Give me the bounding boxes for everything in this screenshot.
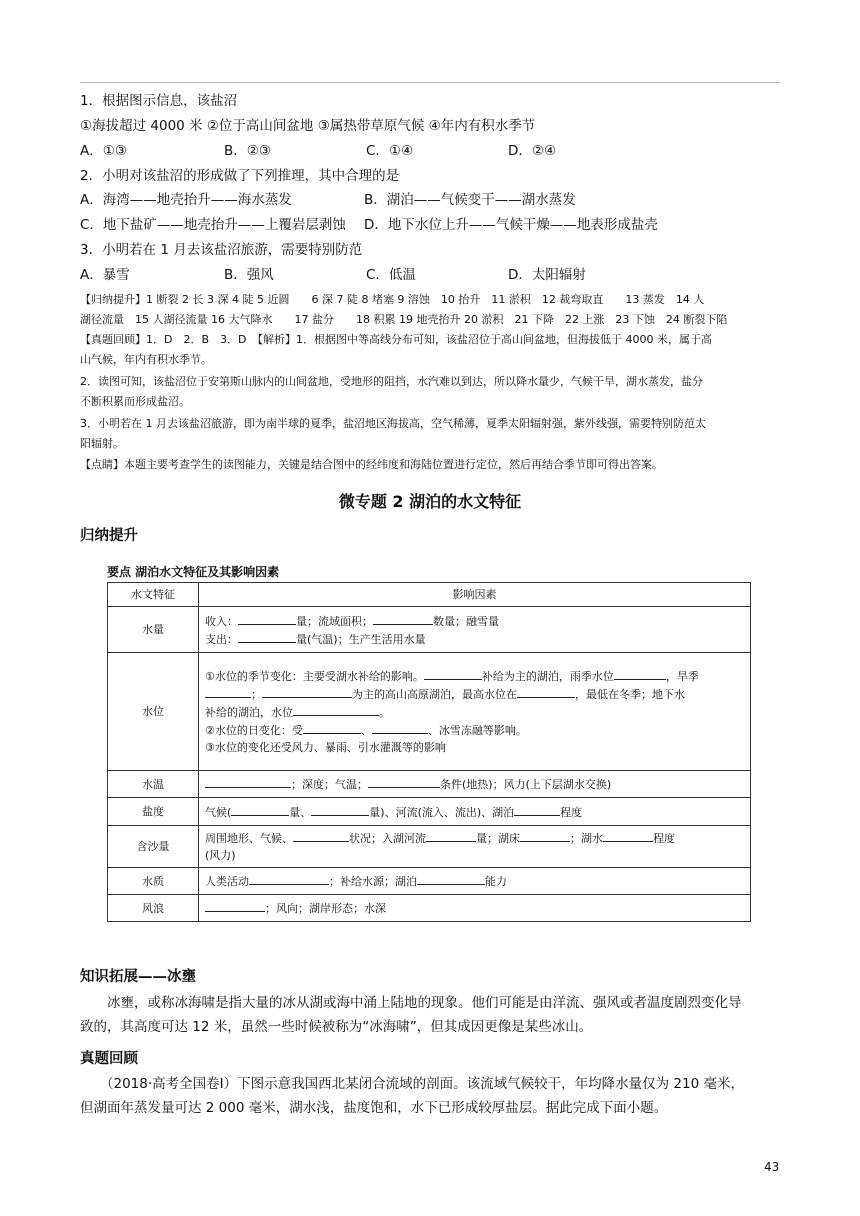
- q2-options-row1: [80, 190, 576, 210]
- text: 量；湖床: [476, 832, 520, 845]
- fill-blank[interactable]: [368, 775, 440, 788]
- fill-blank[interactable]: [262, 685, 352, 698]
- text: ，旱季: [665, 670, 699, 683]
- row-content-water-level: [199, 653, 751, 771]
- table-row-sediment: [108, 826, 751, 868]
- header-rule: [80, 82, 780, 83]
- tuozhan-line2: 致的，其高度可达 12 米，虽然一些时候被称为“冰海啸”，但其成因更像是某些冰山。: [80, 1019, 593, 1035]
- zhenti-answer-line1: 【真题回顾】1．D 2．B 3．D 【解析】1．根据图中等高线分布可知，该盐沼位于高山间盆地，但海拔低于 4000 米，属于高: [80, 333, 712, 346]
- fill-blank[interactable]: [372, 721, 428, 734]
- fill-blank[interactable]: [514, 803, 560, 816]
- q2-option-d[interactable]: D．地下水位上升——气候干燥——地表形成盐壳: [364, 217, 658, 233]
- text: 能力: [485, 875, 507, 888]
- row-content-water-temp: [199, 771, 751, 798]
- row-label-waves: 风浪: [108, 895, 199, 922]
- fill-blank[interactable]: [205, 775, 291, 788]
- row-label-water-quality: 水质: [108, 868, 199, 895]
- q3-stem: 3．小明若在 1 月去该盐沼旅游，需要特别防范: [80, 242, 363, 258]
- hydrology-table: [107, 582, 751, 922]
- fill-blank[interactable]: [517, 685, 575, 698]
- text: 收入：: [205, 614, 238, 628]
- row-label-water-level: 水位: [108, 653, 199, 771]
- text: 状况；入湖河流: [349, 832, 426, 845]
- table-row-water-level: [108, 653, 751, 771]
- text: ，最低在冬季；地下水: [575, 688, 685, 701]
- text: 为主的高山高原湖泊，最高水位在: [352, 688, 517, 701]
- zhenti-answer-line5: 3．小明若在 1 月去该盐沼旅游，即为南半球的夏季，盐沼地区海拔高，空气稀薄，夏季太阳辐射强，紫外线强，需要特别防范太: [80, 417, 706, 430]
- fill-blank[interactable]: [293, 829, 349, 842]
- table-header-row: [108, 583, 751, 607]
- fill-blank[interactable]: [293, 703, 379, 716]
- tuozhan-line1: 冰壅，或称冰海啸是指大量的冰从湖或海中涌上陆地的现象。他们可能是由洋流、强风或者温度剧烈变化导: [107, 995, 742, 1011]
- fill-blank[interactable]: [614, 667, 666, 680]
- q3-option-c[interactable]: C．低温: [366, 267, 416, 283]
- fill-blank[interactable]: [303, 721, 361, 734]
- text: ①水位的季节变化：主要受湖水补给的影响。: [205, 670, 424, 683]
- text: 人类活动: [205, 875, 249, 888]
- text: 气候(: [205, 805, 232, 819]
- q1-stem: 1．根据图示信息，该盐沼: [80, 93, 238, 109]
- zhenti-line1: （2018·高考全国卷Ⅰ）下图示意我国西北某闭合流域的剖面。该流域气候较干，年均降水量仅为 210 毫米，: [100, 1076, 744, 1092]
- fill-blank[interactable]: [238, 630, 296, 643]
- text: 量)、河流(流入、流出)、湖泊: [369, 805, 515, 819]
- q1-option-a[interactable]: A．①③: [80, 143, 127, 159]
- q3-option-b[interactable]: B．强风: [224, 267, 274, 283]
- fill-blank[interactable]: [520, 829, 570, 842]
- table-head-feature: 水文特征: [108, 583, 199, 607]
- fill-blank[interactable]: [231, 803, 289, 816]
- text: ；补给水源；湖泊: [329, 875, 417, 888]
- text: 量(气温)；生产生活用水量: [296, 632, 426, 646]
- zhenti-paragraph: [80, 1072, 780, 1120]
- q2-option-b[interactable]: B．湖泊——气候变干——湖水蒸发: [364, 192, 576, 208]
- text: 量；流域面积；: [296, 614, 373, 628]
- q1-option-b[interactable]: B．②③: [224, 143, 271, 159]
- heading-guina: 归纳提升: [80, 528, 138, 544]
- fill-blank[interactable]: [311, 803, 369, 816]
- row-label-salinity: 盐度: [108, 798, 199, 826]
- guina-answer-line1: 【归纳提升】1 断裂 2 长 3 深 4 陡 5 近圆 6 深 7 陡 8 堵塞 9 溶蚀 10 抬升 11 淤积 12 裁弯取直 13 蒸发 14 人: [80, 293, 705, 306]
- fill-blank[interactable]: [238, 612, 296, 625]
- guina-answer-line2: 湖径流量 15 人湖径流量 16 大气降水 17 盐分 18 积累 19 地壳抬升 20 淤积 21 下降 22 上涨 23 下蚀 24 断裂下陷: [80, 313, 728, 326]
- text: (风力): [205, 849, 236, 862]
- table-row-salinity: [108, 798, 751, 826]
- q1-option-c[interactable]: C．①④: [366, 143, 414, 159]
- q3-option-a[interactable]: A．暴雪: [80, 267, 130, 283]
- text: ；湖水: [570, 832, 603, 845]
- q1-options: [80, 141, 556, 161]
- text: 程度: [653, 832, 675, 845]
- q2-option-a[interactable]: A．海湾——地壳抬升——海水蒸发: [80, 192, 292, 208]
- table-row-water-volume: [108, 607, 751, 653]
- table-row-water-temp: [108, 771, 751, 798]
- fill-blank[interactable]: [417, 872, 485, 885]
- text: ；风向；湖岸形态；水深: [265, 902, 386, 915]
- zhenti-answer-line6: 阳辐射。: [80, 437, 124, 450]
- q1-items: ①海拔超过 4000 米 ②位于高山间盆地 ③属热带草原气候 ④年内有积水季节: [80, 118, 536, 134]
- zhenti-answer-line3: 2．读图可知，该盐沼位于安第斯山脉内的山间盆地，受地形的阻挡，水汽难以到达，所以降水量少，气候干旱，湖水蒸发，盐分: [80, 375, 703, 388]
- q3-option-d[interactable]: D．太阳辐射: [508, 267, 586, 283]
- row-label-sediment: 含沙量: [108, 826, 199, 868]
- text: 补给的湖泊，水位: [205, 706, 293, 719]
- fill-blank[interactable]: [205, 685, 251, 698]
- text: 。: [379, 706, 390, 719]
- text: ③水位的变化还受风力、暴雨、引水灌溉等的影响: [205, 741, 446, 754]
- heading-zhenti: 真题回顾: [80, 1051, 138, 1067]
- text: 量、: [289, 805, 312, 819]
- table-caption: 要点 湖泊水文特征及其影响因素: [107, 565, 280, 579]
- row-content-water-quality: [199, 868, 751, 895]
- row-content-waves: [199, 895, 751, 922]
- text: ；: [251, 688, 262, 701]
- table-head-factors: 影响因素: [199, 583, 751, 607]
- text: ②水位的日变化：受: [205, 724, 303, 737]
- q1-option-d[interactable]: D．②④: [508, 143, 557, 159]
- fill-blank[interactable]: [424, 667, 482, 680]
- text: 、: [360, 724, 372, 737]
- row-content-water-volume: [199, 607, 751, 653]
- zhenti-answer-line2: 山气候，年内有积水季节。: [80, 353, 212, 366]
- text: 条件(地热)；风力(上下层湖水交换): [440, 778, 612, 791]
- heading-tuozhan: 知识拓展——冰壅: [80, 969, 196, 985]
- text: 补给为主的湖泊，雨季水位: [481, 670, 614, 683]
- text: 数量；融雪量: [433, 614, 499, 628]
- q2-options-row2: [80, 215, 658, 235]
- text: ；深度；气温；: [291, 778, 368, 791]
- text: 支出：: [205, 632, 238, 646]
- row-content-sediment: [199, 826, 751, 868]
- fill-blank[interactable]: [603, 829, 653, 842]
- table-row-water-quality: [108, 868, 751, 895]
- row-label-water-volume: 水量: [108, 607, 199, 653]
- q2-option-c[interactable]: C．地下盐矿——地壳抬升——上覆岩层剥蚀: [80, 217, 346, 233]
- row-label-water-temp: 水温: [108, 771, 199, 798]
- tuozhan-paragraph: [80, 991, 780, 1039]
- page-number: 43: [764, 1160, 780, 1174]
- table-row-waves: [108, 895, 751, 922]
- dianjing-note: 【点睛】本题主要考查学生的读图能力，关键是结合图中的经纬度和海陆位置进行定位，然后再结合季节即可得出答案。: [80, 458, 663, 471]
- zhenti-answer-line4: 不断积累而形成盐沼。: [80, 395, 190, 408]
- q2-stem: 2．小明对该盐沼的形成做了下列推理，其中合理的是: [80, 168, 400, 184]
- fill-blank[interactable]: [426, 829, 476, 842]
- text: 程度: [560, 805, 583, 819]
- fill-blank[interactable]: [249, 872, 329, 885]
- section-title: 微专题 2 湖泊的水文特征: [338, 492, 522, 511]
- row-content-salinity: [199, 798, 751, 826]
- fill-blank[interactable]: [373, 612, 433, 625]
- fill-blank[interactable]: [205, 899, 265, 912]
- text: 、冰雪冻融等影响。: [427, 724, 527, 737]
- q3-options: [80, 265, 586, 285]
- zhenti-line2: 但湖面年蒸发量可达 2 000 毫米，湖水浅，盐度饱和，水下已形成较厚盐层。据此完成下面小题。: [80, 1100, 668, 1116]
- text: 周围地形、气候、: [205, 832, 293, 845]
